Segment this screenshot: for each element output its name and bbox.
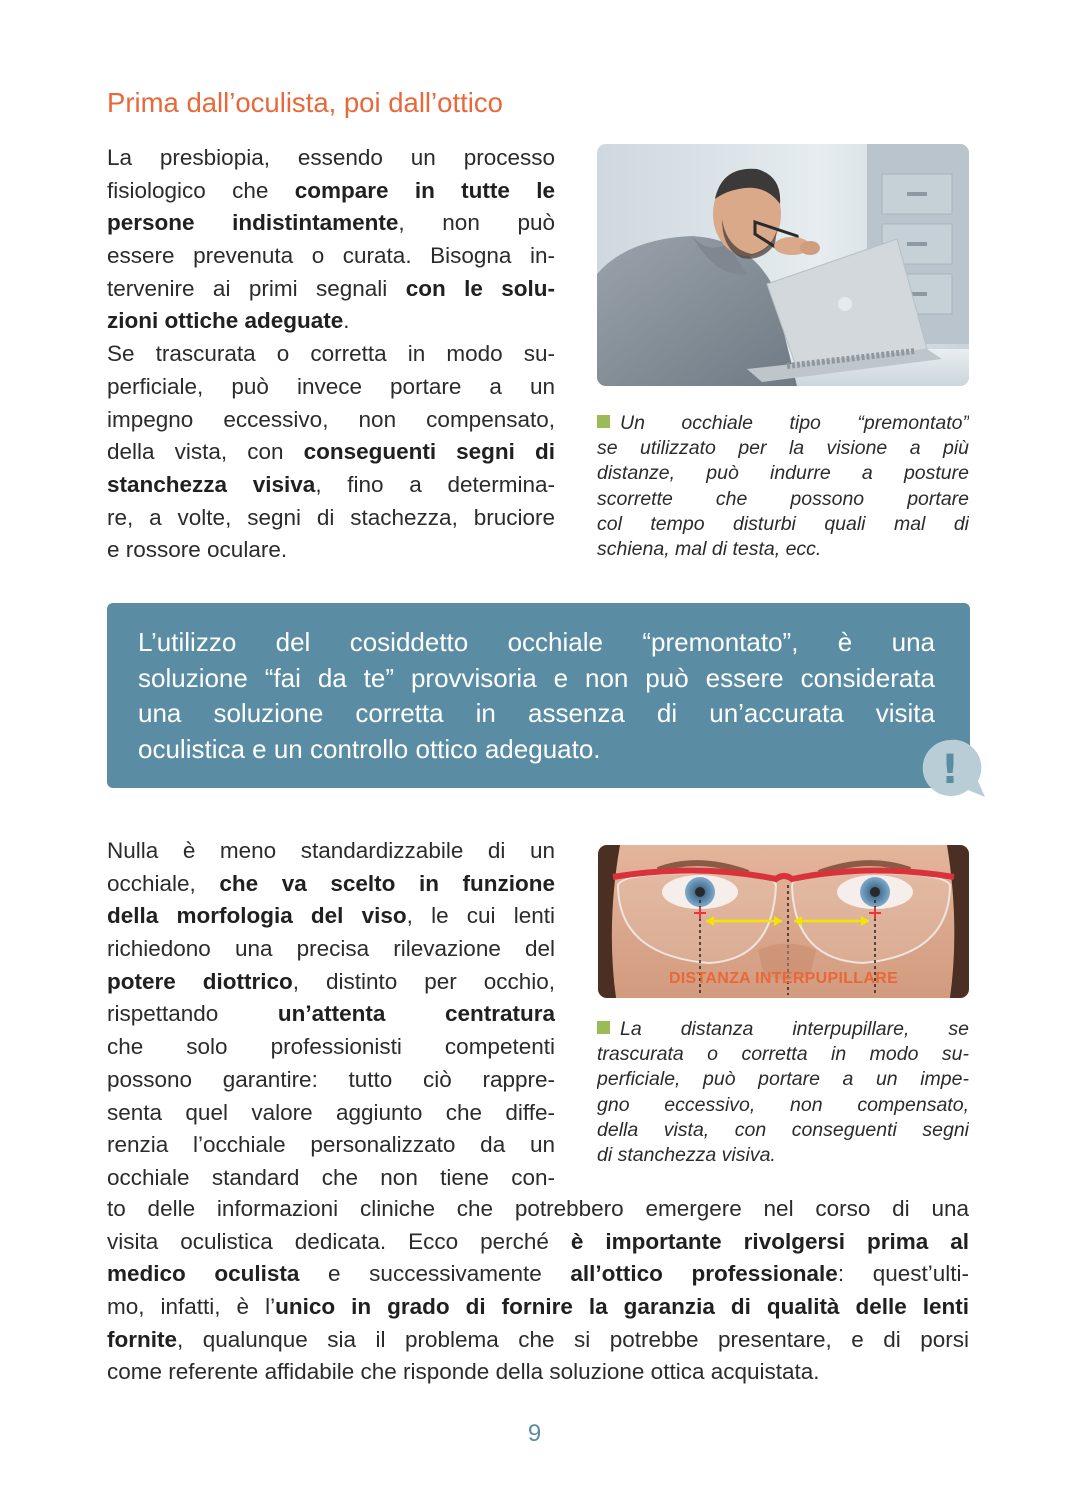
text-line: visita oculistica dedicata. Ecco perché è importante rivolgersi prima al [107,1228,969,1254]
text-line: fisiologico che compare in tutte le [107,177,555,203]
caption-bullet-icon [597,1021,610,1034]
photo-man-at-laptop [597,144,969,386]
text-line: e rossore oculare. [107,537,288,563]
page-number: 9 [527,1420,542,1447]
text-line: fornite, qualunque sia il problema che si potrebbe presentare, e di porsi [107,1326,969,1352]
callout-line: una soluzione corretta in assenza di un’accurata visita [138,698,935,728]
callout-text [138,625,935,767]
intro-paragraph [107,142,555,567]
centering-paragraph [107,835,555,1195]
caption-line: col tempo disturbi quali mal di [597,512,969,535]
text-line: senta quel valore aggiunto che diffe- [107,1099,555,1125]
text-line: renzia l’occhiale personalizzato da un [107,1132,555,1158]
text-line: rispettando un’attenta centratura [107,1001,555,1027]
section-title: Prima dall’oculista, poi dall’ottico [107,87,503,118]
caption-line: trascurata o corretta in modo su- [597,1043,969,1066]
caption-line: perficiale, può portare a un impe- [597,1068,969,1091]
exclamation-bubble-icon [918,736,988,802]
callout-line: soluzione “fai da te” provvisoria e non può essere considerata [138,662,935,693]
text-line: Se trascurata o corretta in modo su- [107,341,555,367]
closing-paragraph [107,1193,969,1389]
text-line: re, a volte, segni di stachezza, bruciore [107,504,555,530]
text-line: La presbiopia, essendo un processo [107,145,555,170]
text-line: medico oculista e successivamente all’ottico professionale: quest’ulti- [107,1261,969,1287]
text-line: richiedono una precisa rilevazione del [107,936,555,962]
caption-line: se utilizzato per la visione a più [597,437,969,460]
caption-bullet-icon [597,415,610,428]
caption-line: gno eccessivo, non compensato, [597,1093,969,1116]
callout-line: L’utilizzo del cosiddetto occhiale “premontato”, è una [138,627,935,657]
photo-caption [597,411,969,562]
text-line: perficiale, può invece portare a un [107,373,555,399]
text-line: essere prevenuta o curata. Bisogna in- [107,243,555,269]
text-line: impegno eccessivo, non compensato, [107,406,555,432]
photo-caption [597,1017,969,1168]
text-line: potere diottrico, distinto per occhio, [107,968,555,994]
text-line: occhiale standard che non tiene con- [107,1164,555,1190]
caption-line: Un occhiale tipo “premontato” [597,411,969,436]
caption-line: schiena, mal di testa, ecc. [597,537,822,560]
text-line: tervenire ai primi segnali con le solu- [107,275,555,301]
text-line: persone indistintamente, non può [107,210,555,236]
text-line: occhiale, che va scelto in funzione [107,870,555,896]
caption-line: La distanza interpupillare, se [597,1017,969,1042]
caption-line: di stanchezza visiva. [597,1143,776,1166]
text-line: della vista, con conseguenti segni di [107,439,555,465]
text-line: che solo professionisti competenti [107,1034,555,1060]
callout-line: oculistica e un controllo ottico adeguato. [138,733,601,764]
text-line: possono garantire: tutto ciò rappre- [107,1066,555,1092]
caption-line: della vista, con conseguenti segni [597,1118,969,1141]
text-line: Nulla è meno standardizzabile di un [107,838,555,863]
text-line: mo, infatti, è l’unico in grado di fornire la garanzia di qualità delle lenti [107,1294,969,1320]
text-line: della morfologia del viso, le cui lenti [107,903,555,929]
text-line: zioni ottiche adeguate. [107,308,350,334]
text-line: to delle informazioni cliniche che potrebbero emergere nel corso di una [107,1196,969,1221]
caption-line: scorrette che possono portare [597,487,969,510]
distance-label: DISTANZA INTERPUPILLARE [668,970,899,987]
text-line: stanchezza visiva, fino a determina- [107,471,555,497]
caption-line: distanze, può indurre a posture [597,462,969,485]
text-line: come referente affidabile che risponde della soluzione ottica acquistata. [107,1359,820,1385]
svg-text:!: ! [940,747,960,793]
